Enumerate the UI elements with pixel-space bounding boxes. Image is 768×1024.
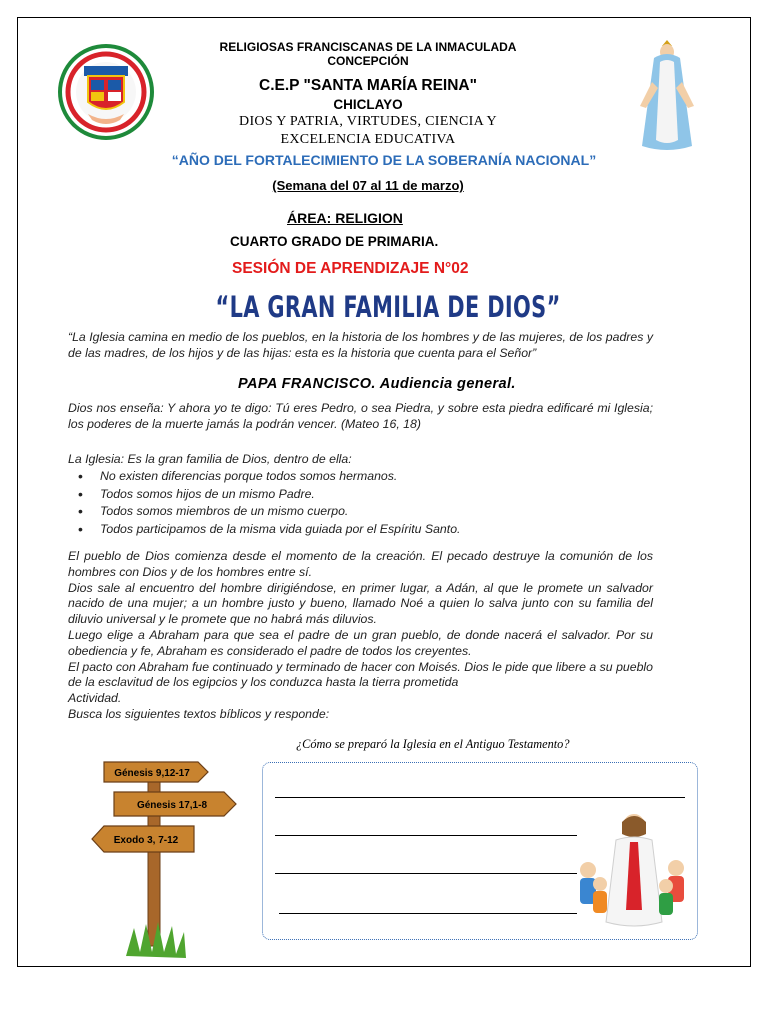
sign-exodo-3: Exodo 3, 7-12: [113, 835, 179, 846]
congregation-line-2: CONCEPCIÓN: [327, 54, 409, 68]
paragraph: El pacto con Abraham fue continuado y terminado de hacer con Moisés. Dios le pide que libere a su pueblo de la esclavitud de los egipcios y los conduzca hasta la tierra prometida: [68, 659, 653, 690]
church-bullet-list: [78, 468, 638, 538]
pope-quote: “La Iglesia camina en medio de los pueblos, en la historia de los hombres y de las mujeres, de los padres y de las madres, de los hijos y de las hijas: esta es la historia que cuenta para el Señor”: [68, 330, 653, 360]
school-city: CHICLAYO: [333, 97, 403, 112]
school-motto: [150, 113, 586, 149]
answer-line[interactable]: [275, 835, 577, 836]
congregation-name: [150, 40, 586, 68]
school-name: C.E.P "SANTA MARÍA REINA": [259, 77, 477, 94]
motto-line-1: DIOS Y PATRIA, VIRTUDES, CIENCIA Y: [239, 114, 497, 129]
activity-instruction: Busca los siguientes textos bíblicos y responde:: [68, 706, 330, 721]
activity-question: ¿Cómo se preparó la Iglesia en el Antiguo Testamento?: [296, 737, 570, 751]
virgin-mary-image: [632, 36, 702, 154]
school-logo: [58, 44, 154, 140]
quote-author: PAPA FRANCISCO. Audiencia general.: [238, 376, 516, 392]
paragraph: Luego elige a Abraham para que sea el padre de un gran pueblo, de donde nacerá el salvador. Por su obediencia y fe, Abraham es considerado el padre de todos los creyentes.: [68, 627, 653, 658]
list-item: • No existen diferencias porque todos somos hermanos.: [78, 468, 638, 486]
sign-genesis-9: Génesis 9,12-17: [114, 768, 190, 779]
list-item: • Todos somos hijos de un mismo Padre.: [78, 486, 638, 504]
answer-line[interactable]: [279, 913, 577, 914]
answer-line[interactable]: [275, 797, 685, 798]
jesus-children-image: [572, 810, 696, 930]
bible-verse: Dios nos enseña: Y ahora yo te digo: Tú eres Pedro, o sea Piedra, y sobre esta piedra edificaré mi Iglesia; los poderes de la muerte jamás la podrán vencer. (Mateo 16, 18): [68, 401, 653, 431]
session-number: SESIÓN DE APRENDIZAJE N°02: [232, 260, 469, 277]
list-item: • Todos somos miembros de un mismo cuerpo.: [78, 503, 638, 521]
motto-line-2: EXCELENCIA EDUCATIVA: [280, 132, 456, 147]
signpost-image: [86, 756, 246, 961]
course-area: ÁREA: RELIGION: [287, 210, 403, 226]
week-range: (Semana del 07 al 11 de marzo): [272, 178, 464, 193]
paragraph: Dios sale al encuentro del hombre dirigiéndose, en primer lugar, a Adán, al que le promete un salvador nacido de una mujer; a un hombre justo y bueno, llamado Noé a quien lo salva junto con su familia del diluvio universal y le promete que no habrá más diluvios.: [68, 580, 653, 627]
course-grade: CUARTO GRADO DE PRIMARIA.: [230, 234, 439, 249]
page-title: “LA GRAN FAMILIA DE DIOS”: [215, 290, 561, 324]
sign-genesis-17: Génesis 17,1-8: [136, 800, 208, 811]
year-name: “AÑO DEL FORTALECIMIENTO DE LA SOBERANÍA NACIONAL”: [171, 152, 597, 168]
list-item: • Todos participamos de la misma vida guiada por el Espíritu Santo.: [78, 521, 638, 539]
church-intro: La Iglesia: Es la gran familia de Dios, dentro de ella:: [68, 452, 352, 466]
history-text: [68, 549, 653, 723]
congregation-line-1: RELIGIOSAS FRANCISCANAS DE LA INMACULADA: [219, 40, 517, 54]
paragraph: El pueblo de Dios comienza desde el momento de la creación. El pecado destruye la comunión de los hombres con Dios y de los hombres entre sí.: [68, 549, 653, 579]
activity-label: Actividad.: [68, 691, 122, 706]
answer-line[interactable]: [275, 873, 577, 874]
